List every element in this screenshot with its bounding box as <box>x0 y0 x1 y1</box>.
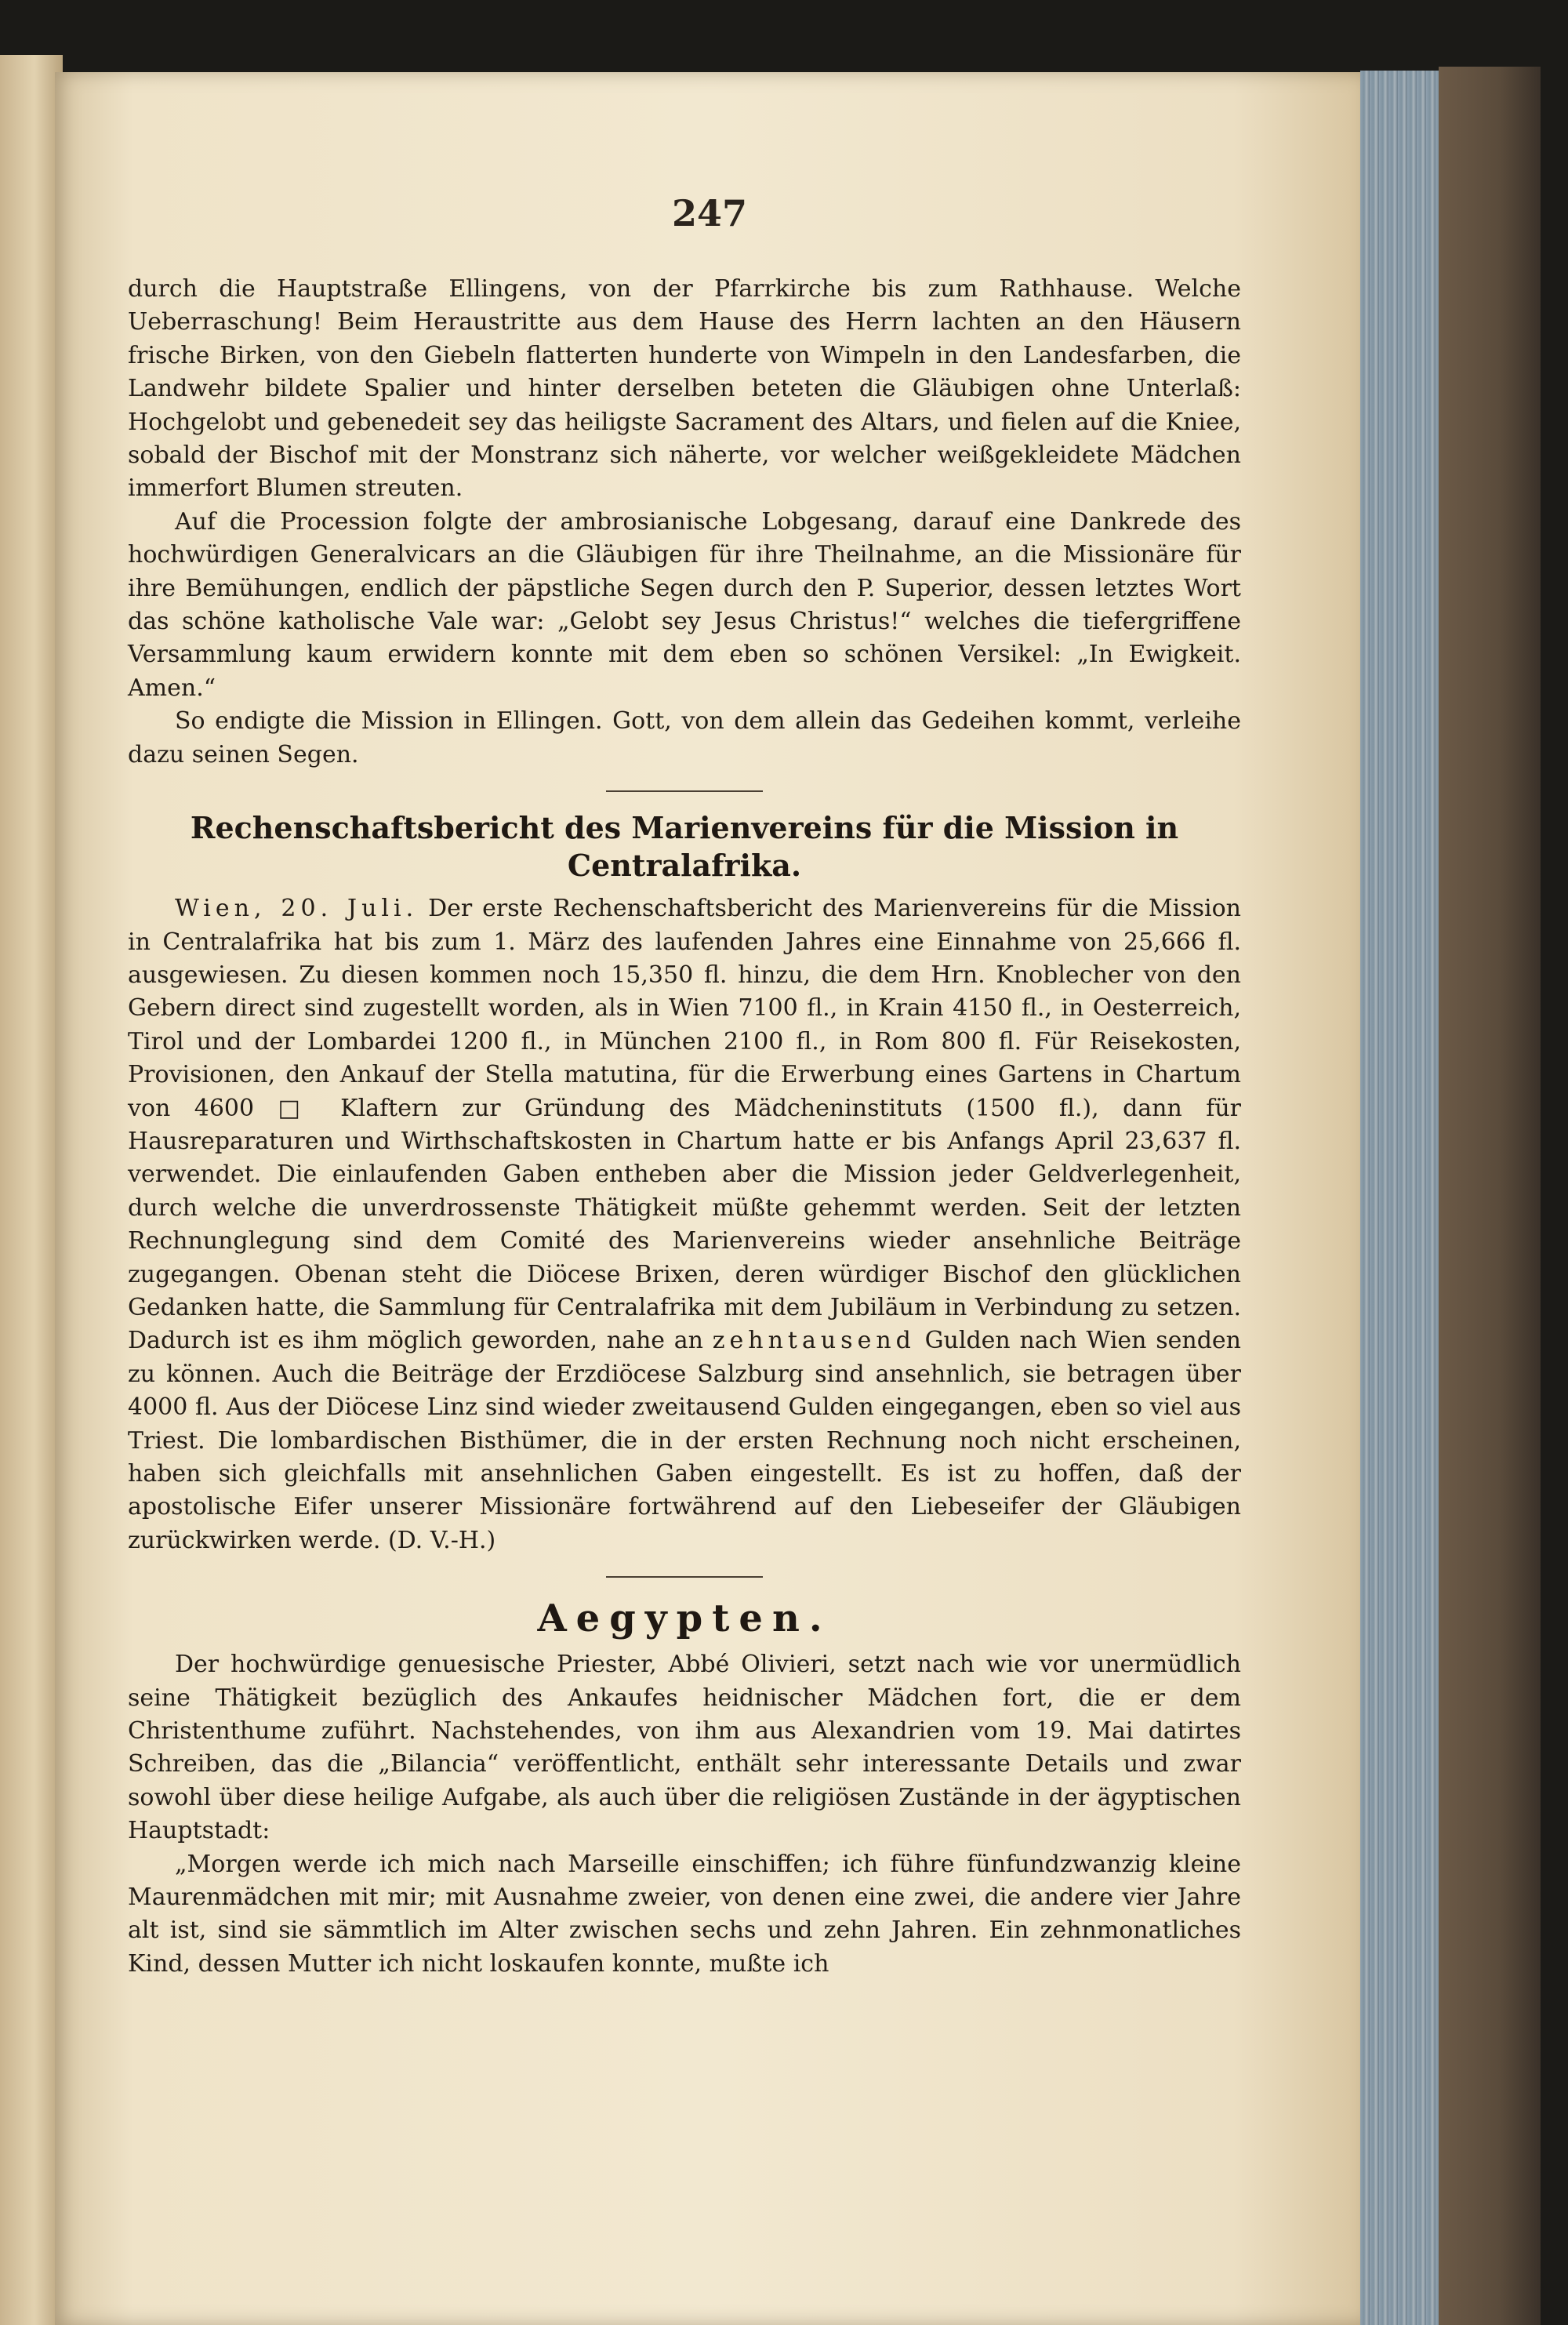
left-page-edge <box>0 55 63 2325</box>
text-block <box>128 273 1241 1981</box>
paragraph: Auf die Procession folgte der ambrosianische Lobgesang, darauf eine Dankrede des hochwürdigen Generalvicars an die Gläubigen für ihre Theilnahme, an die Missionäre für ihre Bemühungen, endlich der päpstliche Segen durch den P. Superior, dessen letztes Wort das schöne katholische Vale war: „Gelobt sey Jesus Christus!“ welches die tiefergriffene Versammlung kaum erwidern konnte mit dem eben so schönen Versikel: „In Ewigkeit. Amen.“ <box>128 507 1241 702</box>
paragraph-text: Der erste Rechenschaftsbericht des Marienvereins für die Mission in Centralafrika hat bis zum 1. März des laufenden Jahres eine Einnahme von 25,666 fl. ausgewiesen. Zu diesen kommen noch 15,350 fl. hinzu, die dem Hrn. Knoblecher von den Gebern direct sind zugestellt worden, als in Wien 7100 fl., in Krain 4150 fl., in Oesterreich, Tirol und der Lombardei 1200 fl., in München 2100 fl., in Rom 800 fl. Für Reisekosten, Provisionen, den Ankauf der Stella matutina, für die Erwerbung eines Gartens in Chartum von 4600 □ Klaftern zur Gründung des Mädcheninstituts (1500 fl.), dann für Hausreparaturen und Wirthschaftskosten in Chartum hatte er bis Anfangs April 23,637 fl. verwendet. Die einlaufenden Gaben entheben aber die Mission jeder Geldverlegenheit, durch welche die unverdrossenste Thätigkeit müßte gehemmt werden. Seit der letzten Rechnunglegung sind dem Comité des Marienvereins wieder ansehnliche Beiträge zugegangen. Obenan steht die Diöcese Brixen, deren würdiger Bischof den glücklichen Gedanken hatte, die Sammlung für Centralafrika mit dem Jubiläum in Verbindung zu setzen. Dadurch ist es ihm möglich geworden, nahe an <box>128 895 1241 1355</box>
emphasized-amount: zehntausend <box>712 1327 916 1355</box>
paragraph <box>128 892 1241 1557</box>
paragraph: Der hochwürdige genuesische Priester, Abbé Olivieri, setzt nach wie vor unermüdlich seine Thätigkeit bezüglich des Ankaufes heidnischer Mädchen fort, die er dem Christenthume zuführt. Nachstehendes, von ihm aus Alexandrien vom 19. Mai datirtes Schreiben, das die „Bilancia“ veröffentlicht, enthält sehr interessante Details und zwar sowohl über diese heilige Aufgabe, als auch über die religiösen Zustände in der ägyptischen Hauptstadt: <box>128 1651 1241 1845</box>
section-divider <box>606 1576 763 1578</box>
page-stack-edge <box>1360 71 1439 2325</box>
paragraph-text-cont: Gulden nach Wien senden zu können. Auch die Beiträge der Erzdiöcese Salzburg sind ansehnlich, sie betragen über 4000 fl. Aus der Diöcese Linz sind wieder zweitausend Gulden eingegangen, eben so viel aus Triest. Die lombardischen Bisthümer, die in der ersten Rechnung noch nicht erscheinen, haben sich gleichfalls mit ansehnlichen Gaben eingestellt. Es ist zu hoffen, daß der apostolische Eifer unserer Missionäre fortwährend auf den Liebeseifer der Gläubigen zurückwirken werde. (D. V.-H.) <box>128 1327 1241 1554</box>
book-cover <box>1439 67 1541 2325</box>
paragraph: „Morgen werde ich mich nach Marseille einschiffen; ich führe fünfundzwanzig kleine Maurenmädchen mit mir; mit Ausnahme zweier, von denen eine zwei, die andere vier Jahre alt ist, sind sie sämmtlich im Alter zwischen sechs und zehn Jahren. Ein zehnmonatliches Kind, dessen Mutter ich nicht loskaufen konnte, mußte ich <box>128 1850 1241 1978</box>
section-heading: Aegypten. <box>537 1597 832 1641</box>
dateline: Wien, 20. Juli. <box>175 895 419 923</box>
section-divider <box>606 790 763 792</box>
page-number: 247 <box>671 192 748 234</box>
paragraph: durch die Hauptstraße Ellingens, von der Pfarrkirche bis zum Rathhause. Welche Ueberraschung! Beim Heraustritte aus dem Hause des Herrn lachten an den Häusern frische Birken, von den Giebeln flatterten hunderte von Wimpeln in den Landesfarben, die Landwehr bildete Spalier und hinter derselben beteten die Gläubigen ohne Unterlaß: Hochgelobt und gebenedeit sey das heiligste Sacrament des Altars, und fielen auf die Kniee, sobald der Bischof mit der Monstranz sich näherte, vor welcher weißgekleidete Mädchen immerfort Blumen streuten. <box>128 275 1241 503</box>
section-heading: Rechenschaftsbericht des Marienvereins für die Mission in Centralafrika. <box>190 810 1179 884</box>
paragraph: So endigte die Mission in Ellingen. Gott, von dem allein das Gedeihen kommt, verleihe dazu seinen Segen. <box>128 707 1241 768</box>
